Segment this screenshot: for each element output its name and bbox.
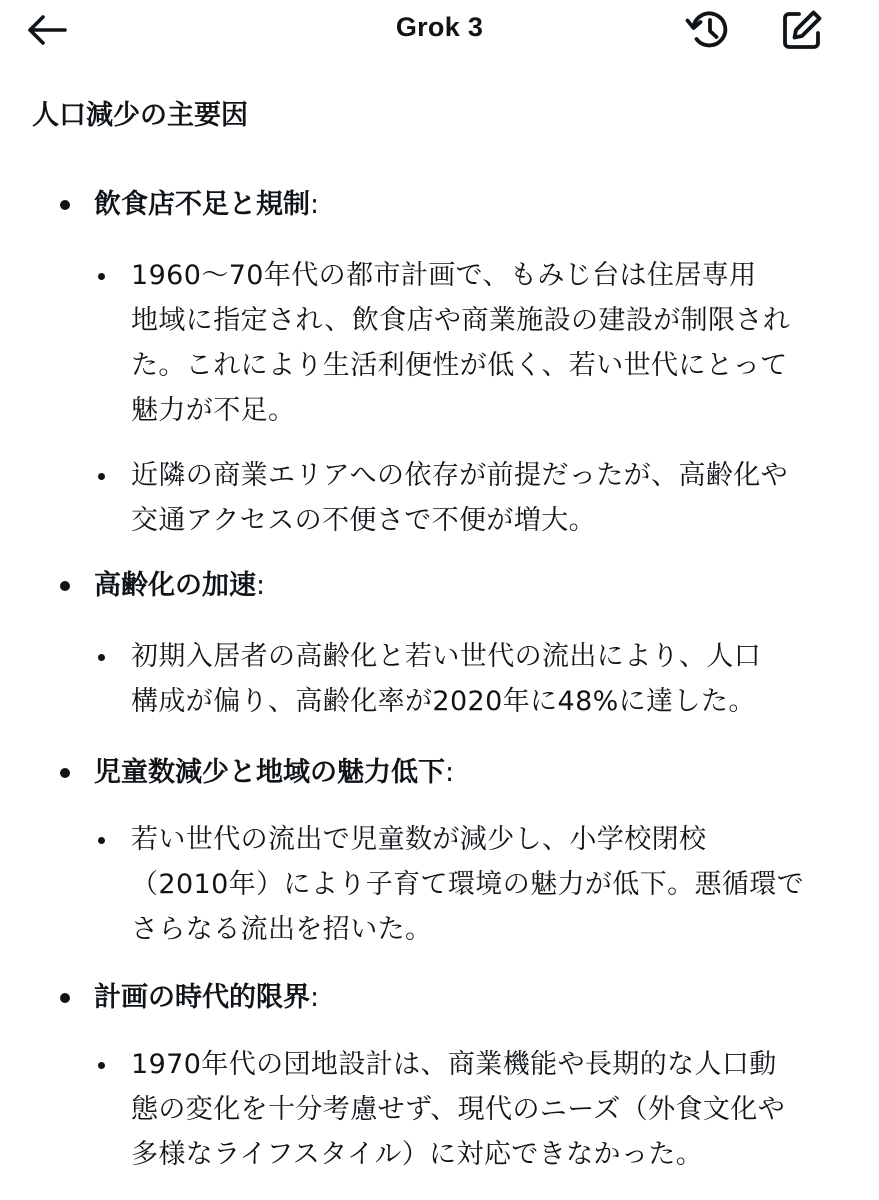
text-line: 1960～70年代の都市計画で、もみじ台は住居専用 [131, 260, 757, 291]
text-line: 近隣の商業エリアへの依存が前提だったが、高齢化や [131, 460, 789, 491]
text-line: さらなる流出を招いた。 [131, 914, 433, 945]
top-bar [0, 0, 879, 60]
text-line: （2010年）により子育て環境の魅力が低下。悪循環で [131, 869, 805, 900]
item-heading: 高齢化の加速 [94, 570, 256, 601]
bullet [98, 273, 105, 280]
compose-icon [779, 7, 825, 53]
section-heading: 人口減少の主要因 [32, 100, 248, 131]
text-line: 構成が偏り、高齢化率が2020年に48%に達した。 [131, 686, 756, 717]
item-heading: 計画の時代的限界 [94, 982, 310, 1013]
text-line: 若い世代の流出で児童数が減少し、小学校閉校 [131, 824, 707, 855]
bullet [98, 473, 105, 480]
bullet [60, 993, 70, 1003]
new-chat-button[interactable] [776, 4, 828, 56]
item-suffix: : [445, 757, 455, 788]
bullet [60, 581, 70, 591]
bullet [60, 768, 70, 778]
item-heading: 児童数減少と地域の魅力低下 [94, 757, 445, 788]
text-line: た。これにより生活利便性が低く、若い世代にとって [131, 350, 788, 381]
text-line: 初期入居者の高齢化と若い世代の流出により、人口 [131, 641, 762, 672]
bullet [98, 654, 105, 661]
text-line: 1970年代の団地設計は、商業機能や長期的な人口動 [131, 1049, 777, 1080]
item-suffix: : [256, 570, 266, 601]
item-heading: 飲食店不足と規制 [94, 189, 310, 220]
page-title: Grok 3 [395, 12, 484, 42]
bullet [60, 200, 70, 210]
history-button[interactable] [682, 4, 734, 56]
text-line: 地域に指定され、飲食店や商業施設の建設が制限され [131, 305, 791, 336]
text-line: 多様なライフスタイル）に対応できなかった。 [131, 1139, 704, 1170]
bullet [98, 837, 105, 844]
text-line: 態の変化を十分考慮せず、現代のニーズ（外食文化や [131, 1094, 786, 1125]
text-line: 魅力が不足。 [131, 395, 296, 426]
bullet [98, 1062, 105, 1069]
history-icon [684, 6, 732, 54]
text-line: 交通アクセスの不便さで不便が増大。 [131, 505, 596, 536]
item-suffix: : [310, 189, 320, 220]
item-suffix: : [310, 982, 320, 1013]
